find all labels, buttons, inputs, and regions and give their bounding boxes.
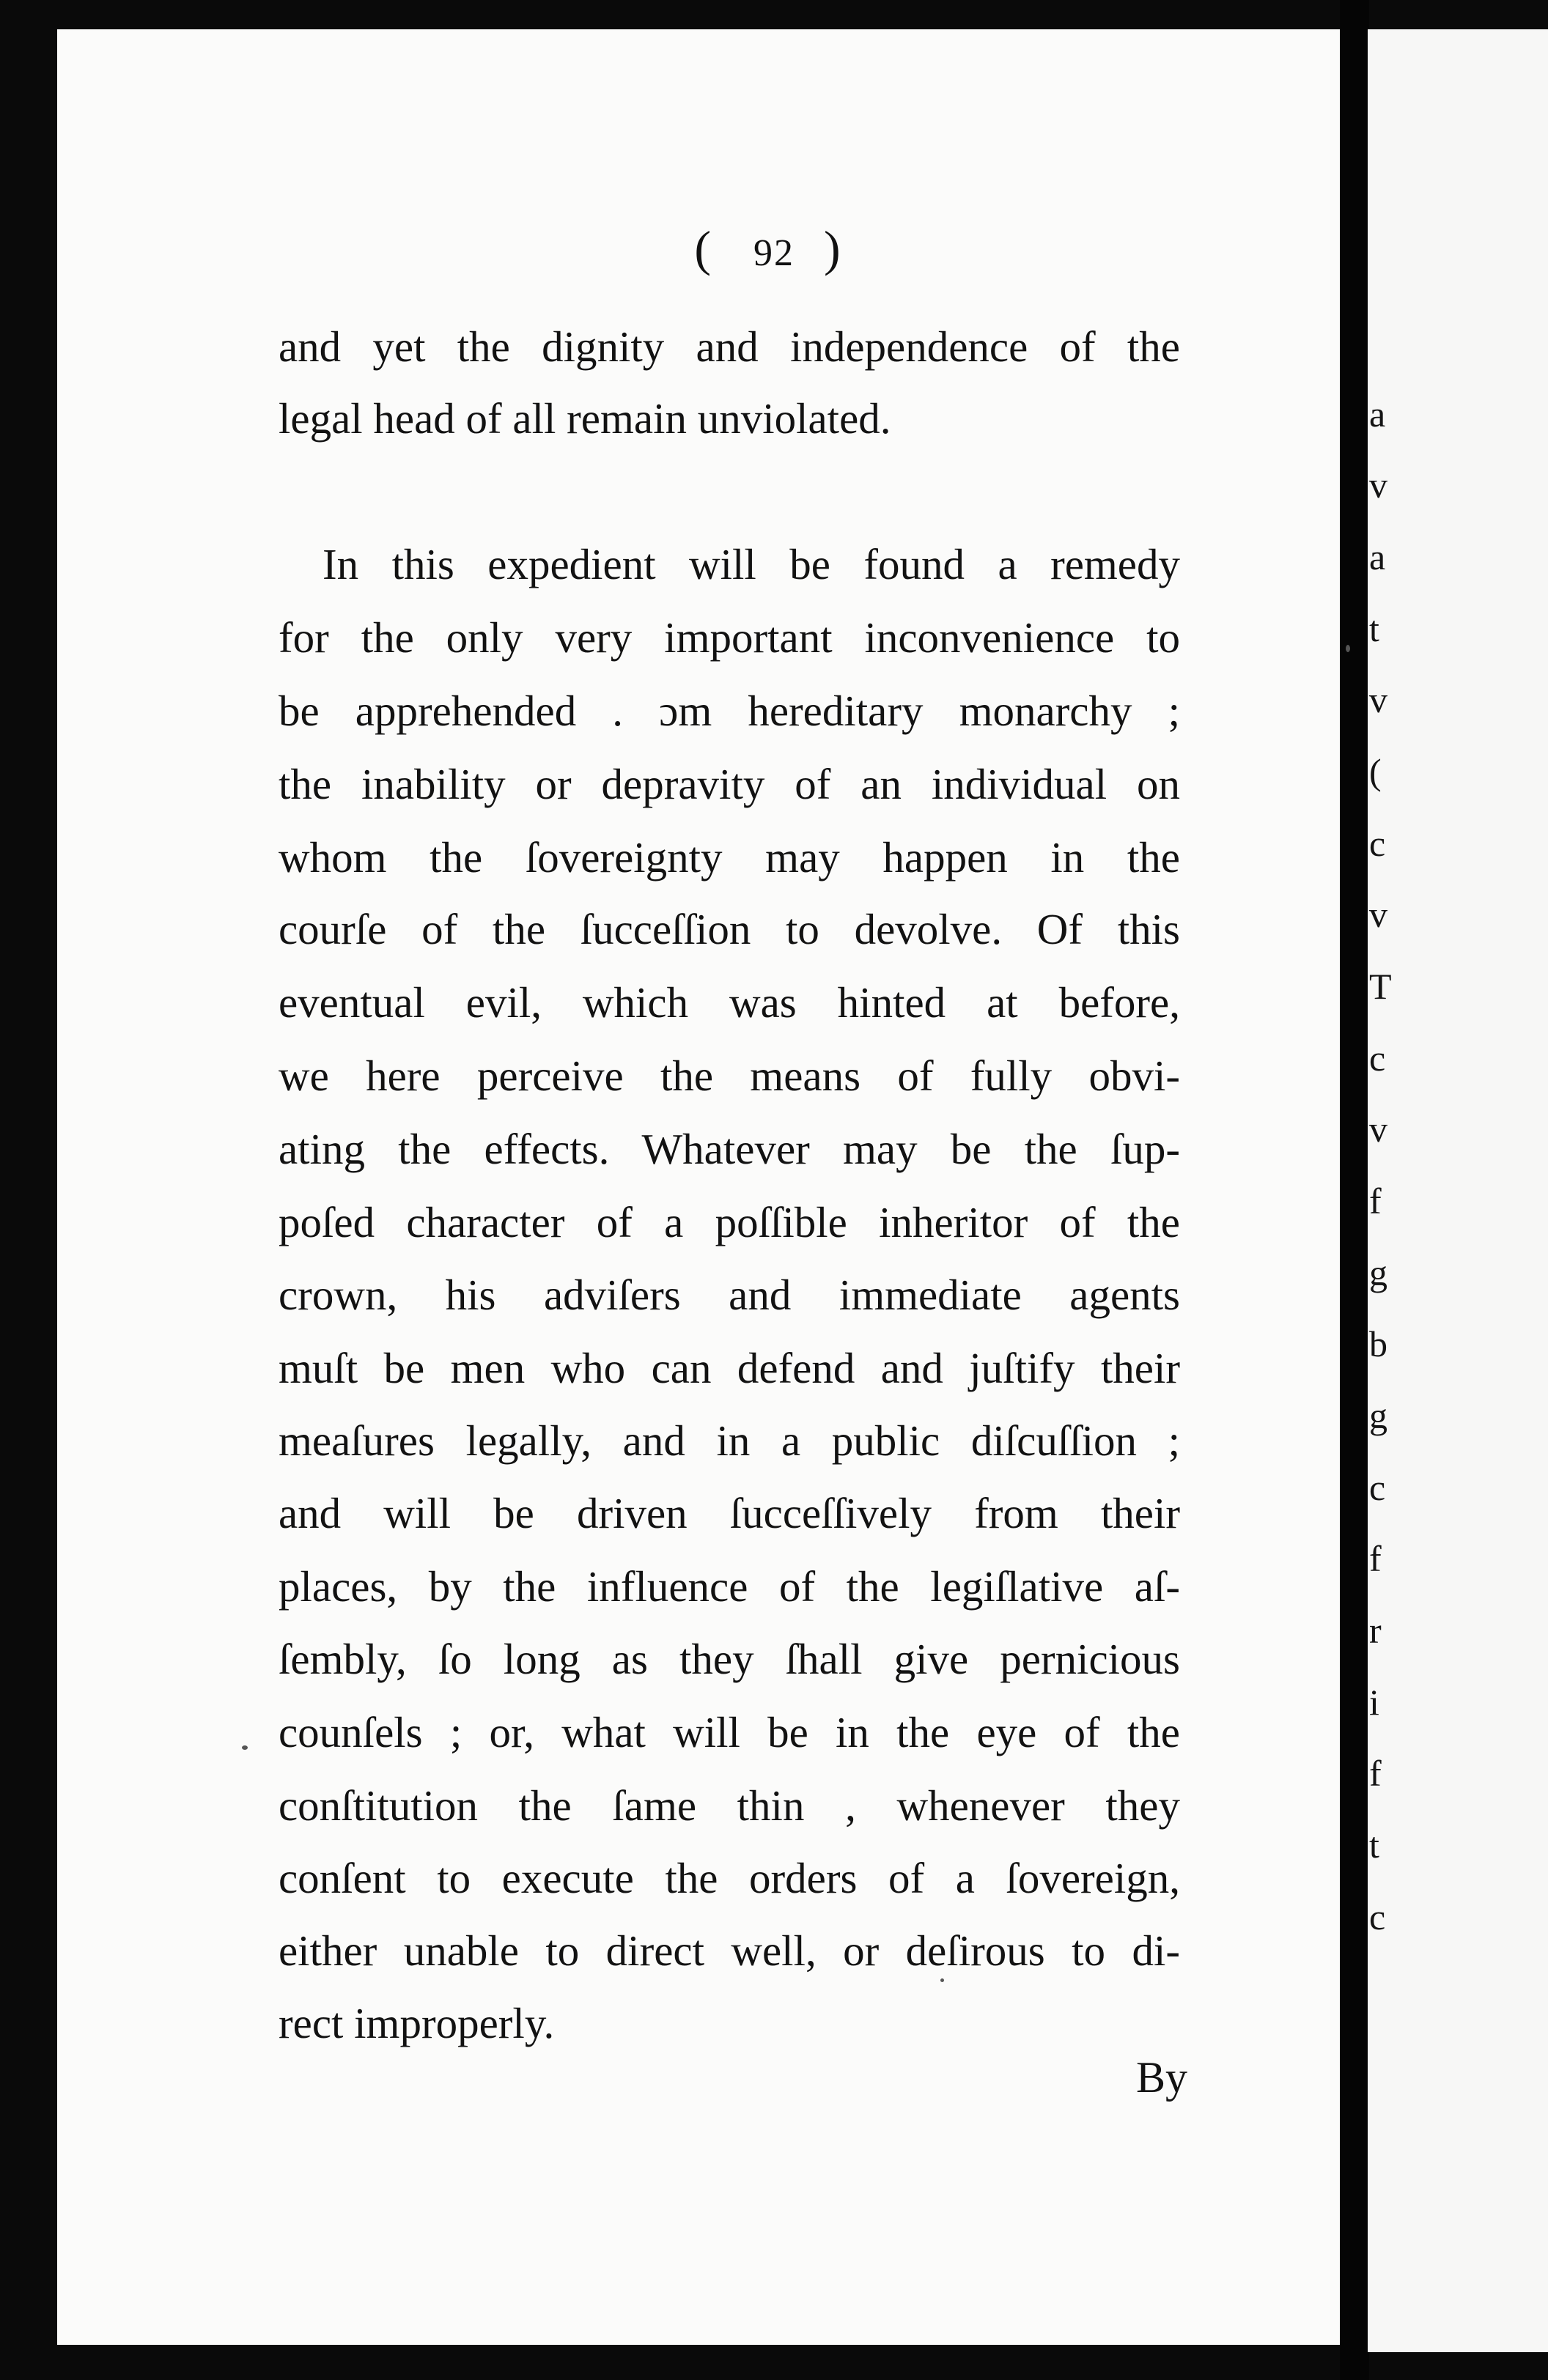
edge-letter: c (1369, 1467, 1386, 1508)
text-line: muſt be men who can defend and juſtify their (279, 1344, 1180, 1392)
edge-letter: b (1369, 1323, 1387, 1364)
edge-letter: ( (1369, 751, 1382, 792)
paren-close: ) (824, 221, 854, 276)
text-line: courſe of the ſucceſſion to devolve. Of this (279, 905, 1180, 953)
edge-letter: f (1369, 1538, 1382, 1579)
page-number (0, 220, 1548, 278)
text-line: be apprehended . ɔm hereditary monarchy ; (279, 687, 1180, 735)
text-line: whom the ſovereignty may happen in the (279, 833, 1180, 882)
edge-letter: r (1369, 1610, 1382, 1651)
text-line: eventual evil, which was hinted at before, (279, 978, 1180, 1027)
text-line: places, by the influence of the legiſlative aſ- (279, 1562, 1180, 1611)
text-line: conſent to execute the orders of a ſovereign, (279, 1854, 1180, 1902)
edge-letter: g (1369, 1395, 1387, 1436)
edge-letter: i (1369, 1682, 1379, 1723)
edge-letter: c (1369, 1896, 1386, 1937)
edge-letter: v (1369, 465, 1387, 506)
text-line: we here perceive the means of fully obvi- (279, 1052, 1180, 1100)
text-line: poſed character of a poſſible inheritor of the (279, 1198, 1180, 1246)
edge-letter: f (1369, 1180, 1382, 1222)
edge-letter: c (1369, 823, 1386, 864)
text-line: counſels ; or, what will be in the eye of the (279, 1708, 1180, 1756)
ink-speck (940, 1978, 944, 1982)
text-line: for the only very important inconvenience to (279, 613, 1180, 662)
book-gutter (1340, 0, 1369, 2380)
facing-page-edge (1368, 29, 1548, 2352)
edge-letter: t (1369, 1825, 1379, 1866)
text-line: and will be driven ſucceſſively from their (279, 1489, 1180, 1537)
edge-letter: a (1369, 393, 1386, 435)
page-number-value: 92 (753, 232, 795, 274)
edge-letter: v (1369, 679, 1387, 720)
edge-letter: g (1369, 1252, 1387, 1293)
text-line: rect improperly. (279, 1999, 555, 2047)
edge-letter: c (1369, 1038, 1386, 1079)
text-line: ſembly, ſo long as they ſhall give pernicious (279, 1635, 1180, 1683)
catchword: By (1135, 2053, 1187, 2102)
text-line: In this expedient will be found a remedy (322, 540, 1180, 588)
edge-letter: T (1369, 966, 1392, 1007)
edge-letter: a (1369, 536, 1386, 577)
text-line: and yet the dignity and independence of the (279, 322, 1180, 371)
text-line: the inability or depravity of an individual on (279, 760, 1180, 808)
edge-letter: f (1369, 1753, 1382, 1794)
text-line: meaſures legally, and in a public diſcuſſion ; (279, 1416, 1180, 1465)
text-line: either unable to direct well, or deſirous to di- (279, 1926, 1180, 1975)
text-line: conſtitution the ſame thin͏ , whenever they (279, 1781, 1180, 1830)
ink-speck (242, 1745, 248, 1750)
edge-letter: v (1369, 1109, 1387, 1150)
text-line: ating the effects. Whatever may be the ſup- (279, 1125, 1180, 1173)
edge-letter: v (1369, 894, 1387, 935)
text-line: crown, his adviſers and immediate agents (279, 1271, 1180, 1319)
text-line: legal head of all remain unviolated. (279, 394, 891, 443)
edge-letter: t (1369, 608, 1379, 649)
paren-open: ( (694, 221, 724, 276)
ink-speck (1346, 645, 1350, 652)
